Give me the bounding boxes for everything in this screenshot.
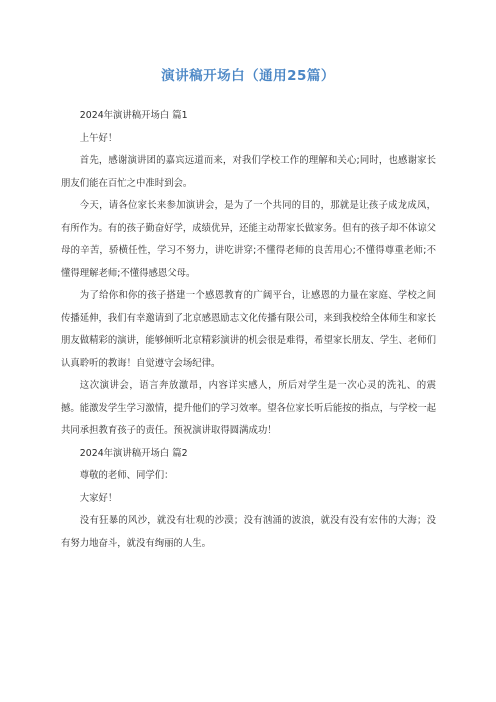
paragraph-opening: 没有狂暴的风沙，就没有壮观的沙漠；没有汹涌的波浪，就没有没有宏伟的大海；没有努力地奋斗，就没有绚丽的人生。 — [61, 515, 436, 549]
document-body — [61, 105, 436, 555]
paragraph-purpose: 今天，请各位家长来参加演讲会，是为了一个共同的目的，那就是让孩子成龙成凤，有所作为。有的孩子勤奋好学，成绩优异，还能主动帮家长做家务。但有的孩子却不体谅父母的辛苦，骄横任性，学习不努力，讲吃讲穿;不懂得老师的良苦用心;不懂得尊重老师;不懂得理解老师;不懂得感恩父母。 — [61, 200, 437, 279]
document-title: 演讲稿开场白（通用25篇） — [161, 68, 335, 84]
paragraph-expectation: 这次演讲会，语言奔放激昂，内容详实感人，所后对学生是一次心灵的洗礼、的震撼。能激发学生学习激情，提升他们的学习效率。望各位家长听后能按的指点，与学校一起共同承担教育孩子的责任。预祝演讲取得圆满成功！ — [61, 380, 437, 436]
paragraph-greeting: 上午好！ — [79, 132, 118, 144]
paragraph-salutation: 尊敬的老师、同学们： — [79, 470, 174, 481]
section-heading-2: 2024年演讲稿开场白 篇2 — [79, 447, 188, 459]
paragraph-hello: 大家好！ — [79, 492, 118, 504]
section-heading-1: 2024年演讲稿开场白 篇1 — [79, 110, 188, 121]
paragraph-thanks: 首先，感谢演讲团的嘉宾远道而来，对我们学校工作的理解和关心;同时，也感谢家长朋友们能在百忙之中准时到会。 — [61, 155, 436, 189]
paragraph-invitation: 为了给你和你的孩子搭建一个感恩教育的广阔平台，让感恩的力量在家庭、学校之间传播延伸，我们有幸邀请到了北京感恩励志文化传播有限公司，来到我校给全体师生和家长朋友做精彩的演讲，能够倾听北京精彩演讲的机会很是难得，希望家长朋友、学生、老师们认真聆听的教诲！自觉遵守会场纪律。 — [61, 290, 437, 369]
